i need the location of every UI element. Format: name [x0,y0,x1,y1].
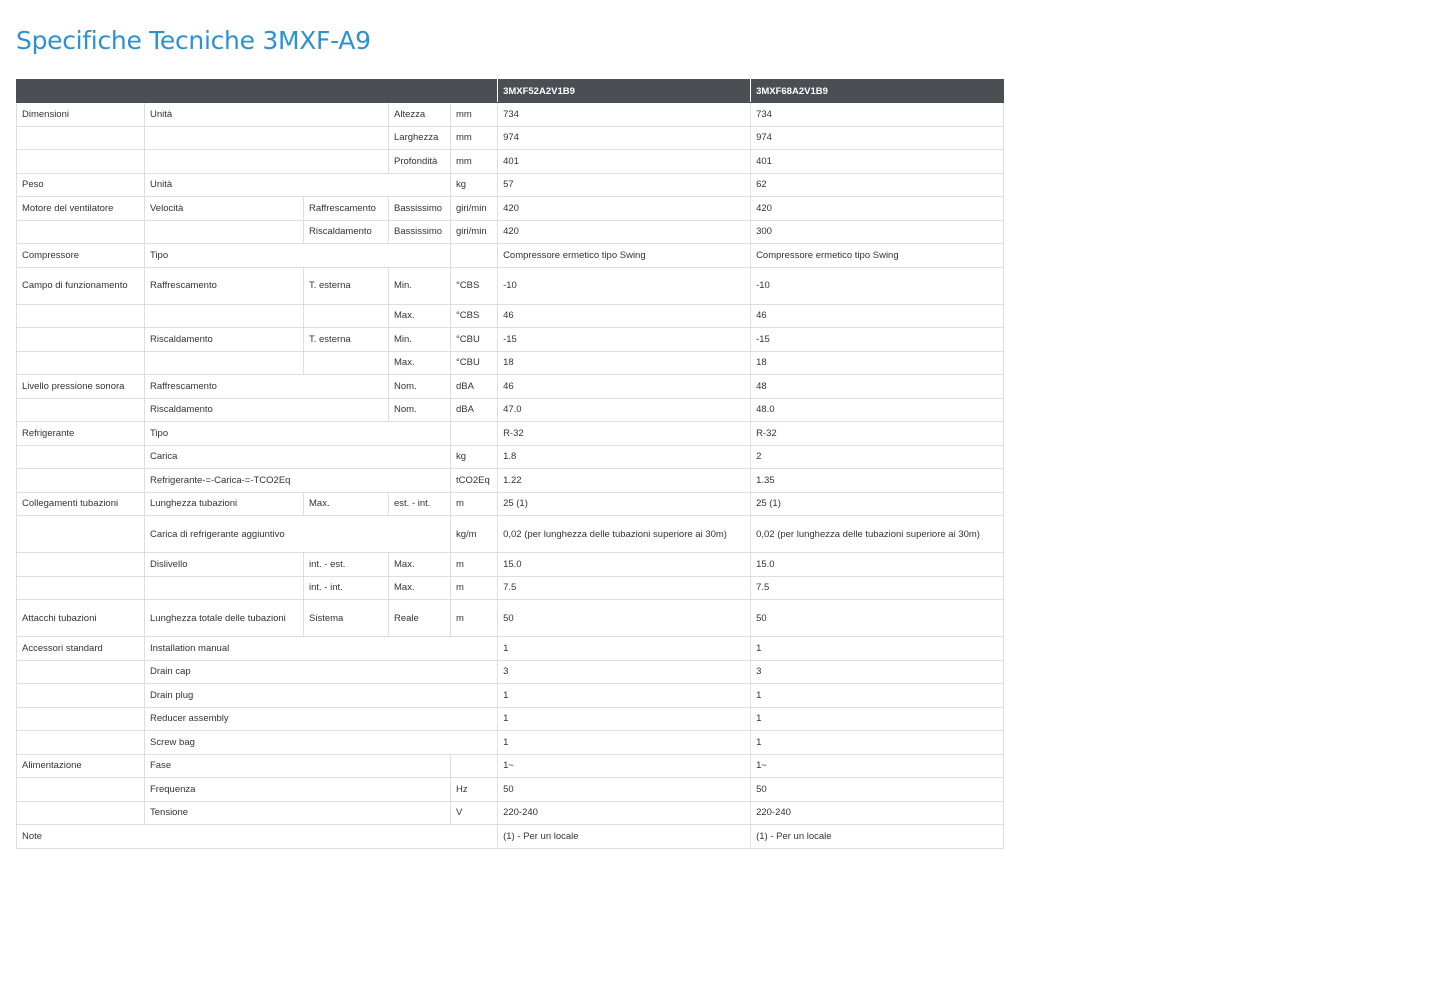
spec-label-cell: Peso [17,173,145,197]
spec-value-cell: 0,02 (per lunghezza delle tubazioni superiore ai 30m) [498,516,751,553]
spec-table-header [17,80,1004,103]
spec-label-cell: Lunghezza tubazioni [145,492,304,516]
spec-value-cell: 50 [751,778,1004,802]
spec-value-cell: 25 (1) [498,492,751,516]
spec-value-cell: 1 [751,707,1004,731]
spec-label-cell: Drain plug [145,684,498,708]
table-row [17,150,1004,174]
spec-label-cell [145,351,304,375]
spec-label-cell: Riscaldamento [145,328,304,352]
spec-value-cell: 48 [751,375,1004,399]
spec-value-cell: 1.35 [751,469,1004,493]
spec-label-cell: Riscaldamento [304,220,389,244]
spec-value-cell: 46 [751,304,1004,328]
table-row [17,778,1004,802]
spec-label-cell: Max. [389,351,451,375]
spec-label-cell: m [451,576,498,600]
spec-value-cell: 420 [498,220,751,244]
spec-value-cell: 220-240 [751,801,1004,825]
table-row [17,328,1004,352]
spec-label-cell: Lunghezza totale delle tubazioni [145,600,304,637]
spec-label-cell [17,684,145,708]
spec-label-cell [17,304,145,328]
spec-label-cell: giri/min [451,197,498,221]
spec-label-cell: Sistema [304,600,389,637]
table-row [17,801,1004,825]
spec-label-cell [17,126,145,150]
spec-value-cell: 48.0 [751,398,1004,422]
spec-label-cell: m [451,600,498,637]
spec-value-cell: 1 [498,684,751,708]
spec-label-cell: Fase [145,754,451,778]
spec-value-cell: 1 [498,637,751,661]
spec-label-cell: Profondità [389,150,451,174]
spec-value-cell: 57 [498,173,751,197]
spec-value-cell: 62 [751,173,1004,197]
spec-label-cell: Accessori standard [17,637,145,661]
spec-value-cell: 1~ [498,754,751,778]
spec-value-cell: 401 [751,150,1004,174]
spec-label-cell: Attacchi tubazioni [17,600,145,637]
spec-label-cell: int. - int. [304,576,389,600]
spec-label-cell: Raffrescamento [145,375,389,399]
spec-label-cell: kg [451,445,498,469]
spec-value-cell: 300 [751,220,1004,244]
spec-label-cell [17,516,145,553]
spec-label-cell: Min. [389,267,451,304]
spec-value-cell: 46 [498,304,751,328]
spec-value-cell: 1 [498,707,751,731]
spec-value-cell: -10 [751,267,1004,304]
spec-table-body [17,103,1004,849]
spec-label-cell: Dislivello [145,553,304,577]
spec-label-cell: Hz [451,778,498,802]
spec-value-cell: 1.8 [498,445,751,469]
spec-label-cell: Velocità [145,197,304,221]
spec-value-cell: 18 [498,351,751,375]
spec-label-cell [17,328,145,352]
table-row [17,600,1004,637]
spec-value-cell: 1 [498,731,751,755]
spec-label-cell: mm [451,126,498,150]
spec-value-cell: 1 [751,637,1004,661]
spec-label-cell: Tipo [145,422,451,446]
spec-value-cell: 734 [751,103,1004,127]
table-row [17,173,1004,197]
spec-label-cell: kg [451,173,498,197]
spec-label-cell [145,150,389,174]
spec-label-cell [17,553,145,577]
spec-value-cell: -15 [751,328,1004,352]
spec-label-cell: Frequenza [145,778,451,802]
spec-label-cell: Raffrescamento [145,267,304,304]
spec-label-cell: Nom. [389,398,451,422]
spec-label-cell: Installation manual [145,637,498,661]
table-row [17,398,1004,422]
spec-label-cell [17,398,145,422]
spec-value-cell: Compressore ermetico tipo Swing [498,244,751,268]
spec-label-cell [304,304,389,328]
table-row [17,126,1004,150]
spec-label-cell [145,220,304,244]
spec-value-cell: 15.0 [751,553,1004,577]
spec-value-cell: 50 [751,600,1004,637]
table-row [17,351,1004,375]
spec-value-cell: R-32 [751,422,1004,446]
spec-label-cell: Reale [389,600,451,637]
table-row [17,576,1004,600]
spec-label-cell: T. esterna [304,328,389,352]
spec-label-cell: Refrigerante [17,422,145,446]
spec-value-cell: 50 [498,600,751,637]
spec-label-cell [304,351,389,375]
spec-label-cell: Max. [389,553,451,577]
spec-value-cell: (1) - Per un locale [498,825,751,849]
spec-label-cell: Note [17,825,498,849]
spec-label-cell: Max. [304,492,389,516]
spec-label-cell: Nom. [389,375,451,399]
spec-value-cell: 46 [498,375,751,399]
spec-label-cell: Tipo [145,244,451,268]
spec-label-cell: giri/min [451,220,498,244]
table-row [17,516,1004,553]
spec-value-cell: 1~ [751,754,1004,778]
spec-label-cell: Riscaldamento [145,398,389,422]
spec-label-cell: Min. [389,328,451,352]
spec-label-cell: °CBU [451,351,498,375]
spec-label-cell: Bassissimo [389,220,451,244]
spec-label-cell [17,220,145,244]
spec-label-cell: Bassissimo [389,197,451,221]
spec-value-cell: 50 [498,778,751,802]
spec-value-cell: 25 (1) [751,492,1004,516]
spec-label-cell: Unità [145,103,389,127]
spec-label-cell: Campo di funzionamento [17,267,145,304]
table-row [17,637,1004,661]
spec-value-cell: 974 [498,126,751,150]
spec-value-cell: 15.0 [498,553,751,577]
spec-label-cell: Larghezza [389,126,451,150]
spec-label-cell: dBA [451,398,498,422]
spec-label-cell: Raffrescamento [304,197,389,221]
table-row [17,754,1004,778]
spec-value-cell: R-32 [498,422,751,446]
spec-label-cell: Tensione [145,801,451,825]
spec-label-cell: Reducer assembly [145,707,498,731]
spec-label-cell: Altezza [389,103,451,127]
spec-label-cell: tCO2Eq [451,469,498,493]
page-title: Specifiche Tecniche 3MXF-A9 [16,26,371,55]
table-row [17,469,1004,493]
spec-label-cell [451,244,498,268]
spec-value-cell: Compressore ermetico tipo Swing [751,244,1004,268]
spec-label-cell: Drain cap [145,660,498,684]
table-row [17,220,1004,244]
spec-label-cell [145,304,304,328]
spec-label-cell [451,422,498,446]
spec-label-cell: Motore del ventilatore [17,197,145,221]
spec-label-cell: V [451,801,498,825]
spec-label-cell: m [451,553,498,577]
table-row [17,267,1004,304]
spec-label-cell: est. - int. [389,492,451,516]
table-row [17,244,1004,268]
spec-value-cell: 1.22 [498,469,751,493]
spec-label-cell [451,754,498,778]
table-row [17,825,1004,849]
spec-value-cell: 974 [751,126,1004,150]
spec-label-cell [17,660,145,684]
header-blank [17,80,498,103]
spec-value-cell: 3 [751,660,1004,684]
spec-label-cell [17,469,145,493]
spec-label-cell [17,576,145,600]
spec-value-cell: 1 [751,731,1004,755]
header-model-2: 3MXF68A2V1B9 [751,80,1004,103]
table-row [17,731,1004,755]
spec-value-cell: 7.5 [498,576,751,600]
spec-label-cell: Alimentazione [17,754,145,778]
spec-label-cell: °CBS [451,304,498,328]
spec-value-cell: 18 [751,351,1004,375]
table-row [17,103,1004,127]
spec-value-cell: 0,02 (per lunghezza delle tubazioni superiore ai 30m) [751,516,1004,553]
spec-value-cell: 420 [498,197,751,221]
spec-label-cell [17,801,145,825]
spec-value-cell: -10 [498,267,751,304]
spec-label-cell: T. esterna [304,267,389,304]
spec-value-cell: 7.5 [751,576,1004,600]
spec-label-cell [17,445,145,469]
spec-label-cell: Max. [389,576,451,600]
spec-label-cell: Compressore [17,244,145,268]
spec-label-cell: mm [451,150,498,174]
spec-label-cell: kg/m [451,516,498,553]
spec-label-cell: Unità [145,173,451,197]
spec-value-cell: 47.0 [498,398,751,422]
spec-label-cell: Refrigerante-=-Carica-=-TCO2Eq [145,469,451,493]
spec-value-cell: 401 [498,150,751,174]
spec-value-cell: 1 [751,684,1004,708]
table-row [17,375,1004,399]
spec-value-cell: (1) - Per un locale [751,825,1004,849]
spec-label-cell: Collegamenti tubazioni [17,492,145,516]
spec-value-cell: -15 [498,328,751,352]
spec-label-cell: Dimensioni [17,103,145,127]
table-row [17,684,1004,708]
spec-label-cell: °CBS [451,267,498,304]
spec-label-cell [145,126,389,150]
spec-label-cell: °CBU [451,328,498,352]
spec-label-cell [145,576,304,600]
spec-label-cell [17,351,145,375]
spec-label-cell [17,707,145,731]
spec-table [16,79,1004,849]
spec-label-cell: int. - est. [304,553,389,577]
spec-label-cell: dBA [451,375,498,399]
spec-label-cell: Carica [145,445,451,469]
spec-label-cell: Carica di refrigerante aggiuntivo [145,516,451,553]
spec-value-cell: 2 [751,445,1004,469]
spec-value-cell: 3 [498,660,751,684]
table-row [17,304,1004,328]
spec-label-cell: m [451,492,498,516]
spec-label-cell: Screw bag [145,731,498,755]
spec-label-cell: Livello pressione sonora [17,375,145,399]
spec-value-cell: 420 [751,197,1004,221]
header-model-1: 3MXF52A2V1B9 [498,80,751,103]
spec-value-cell: 734 [498,103,751,127]
spec-label-cell: mm [451,103,498,127]
table-row [17,422,1004,446]
spec-label-cell [17,150,145,174]
table-row [17,553,1004,577]
table-row [17,197,1004,221]
table-row [17,660,1004,684]
table-row [17,492,1004,516]
spec-label-cell [17,731,145,755]
spec-value-cell: 220-240 [498,801,751,825]
table-row [17,445,1004,469]
spec-label-cell [17,778,145,802]
spec-label-cell: Max. [389,304,451,328]
table-row [17,707,1004,731]
